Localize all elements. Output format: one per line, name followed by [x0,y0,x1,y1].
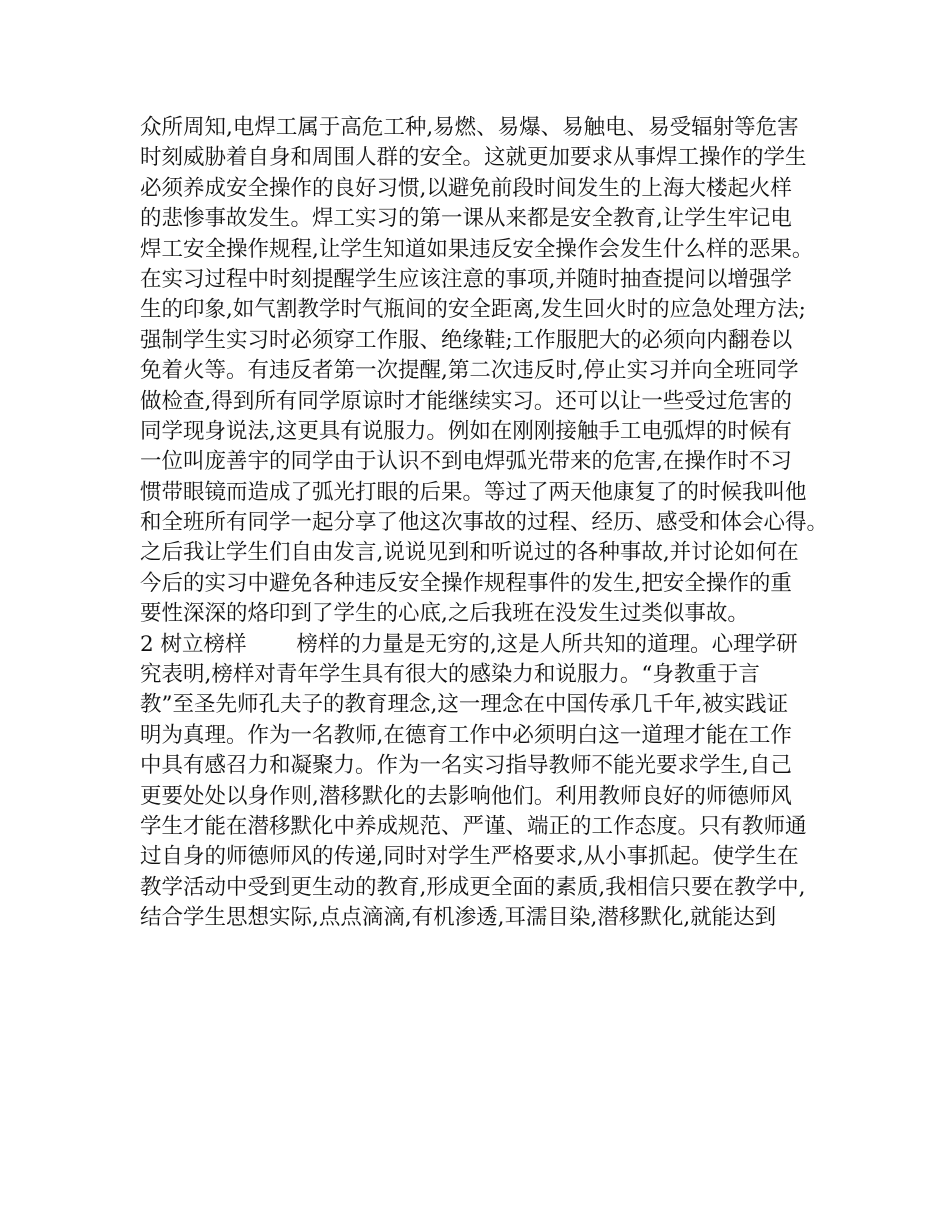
text-line: 强制学生实习时必须穿工作服、绝缘鞋;工作服肥大的必须向内翻卷以 [140,327,793,353]
text-line: 更要处处以身作则,潜移默化的去影响他们。利用教师良好的师德师风 [140,783,792,809]
text-line: 学生才能在潜移默化中养成规范、严谨、端正的工作态度。只有教师通 [140,813,807,839]
text-line: 教学活动中受到更生动的教育,形成更全面的素质,我相信只要在教学中, [140,874,806,900]
text-line: 和全班所有同学一起分享了他这次事故的过程、经历、感受和体会心得。 [140,510,829,536]
text-line: 过自身的师德师风的传递,同时对学生严格要求,从小事抓起。使学生在 [140,844,799,870]
text-line: 生的印象,如气割教学时气瓶间的安全距离,发生回火时的应急处理方法; [140,297,806,323]
text-line: 明为真理。作为一名教师,在德育工作中必须明白这一道理才能在工作 [140,722,792,748]
text-line: 必须养成安全操作的良好习惯,以避免前段时间发生的上海大楼起火样 [140,175,792,201]
text-line: 结合学生思想实际,点点滴滴,有机渗透,耳濡目染,潜移默化,就能达到 [140,905,777,931]
text-line: 今后的实习中避免各种违反安全操作规程事件的发生,把安全操作的重 [140,570,792,596]
text-line: 惯带眼镜而造成了弧光打眼的后果。等过了两天他康复了的时候我叫他 [140,479,807,505]
text-line: 要性深深的烙印到了学生的心底,之后我班在没发生过类似事故。 [140,601,749,627]
text-line: 究表明,榜样对青年学生具有很大的感染力和说服力。“身教重于言 [140,662,760,688]
text-line: 之后我让学生们自由发言,说说见到和听说过的各种事故,并讨论如何在 [140,540,799,566]
text-line: 时刻威胁着自身和周围人群的安全。这就更加要求从事焊工操作的学生 [140,145,807,171]
text-line: 的悲惨事故发生。焊工实习的第一课从来都是安全教育,让学生牢记电 [140,206,792,232]
text-line: 免着火等。有违反者第一次提醒,第二次违反时,停止实习并向全班同学 [140,358,799,384]
text-line: 同学现身说法,这更具有说服力。例如在刚刚接触手工电弧焊的时候有 [140,418,792,444]
section-heading-line: 2 树立榜样 榜样的力量是无穷的,这是人所共知的道理。心理学研 [140,631,798,657]
body-text [140,113,830,934]
text-line: 做检查,得到所有同学原谅时才能继续实习。还可以让一些受过危害的 [140,388,792,414]
text-line: 众所周知,电焊工属于高危工种,易燃、易爆、易触电、易受辐射等危害 [140,115,799,140]
text-line: 在实习过程中时刻提醒学生应该注意的事项,并随时抽查提问以增强学 [140,266,792,292]
text-line: 中具有感召力和凝聚力。作为一名实习指导教师不能光要求学生,自己 [140,753,792,779]
text-line: 一位叫庞善宇的同学由于认识不到电焊弧光带来的危害,在操作时不习 [140,449,792,475]
text-line: 教”至圣先师孔夫子的教育理念,这一理念在中国传承几千年,被实践证 [140,692,789,718]
text-line: 焊工安全操作规程,让学生知道如果违反安全操作会发生什么样的恶果。 [140,236,814,262]
